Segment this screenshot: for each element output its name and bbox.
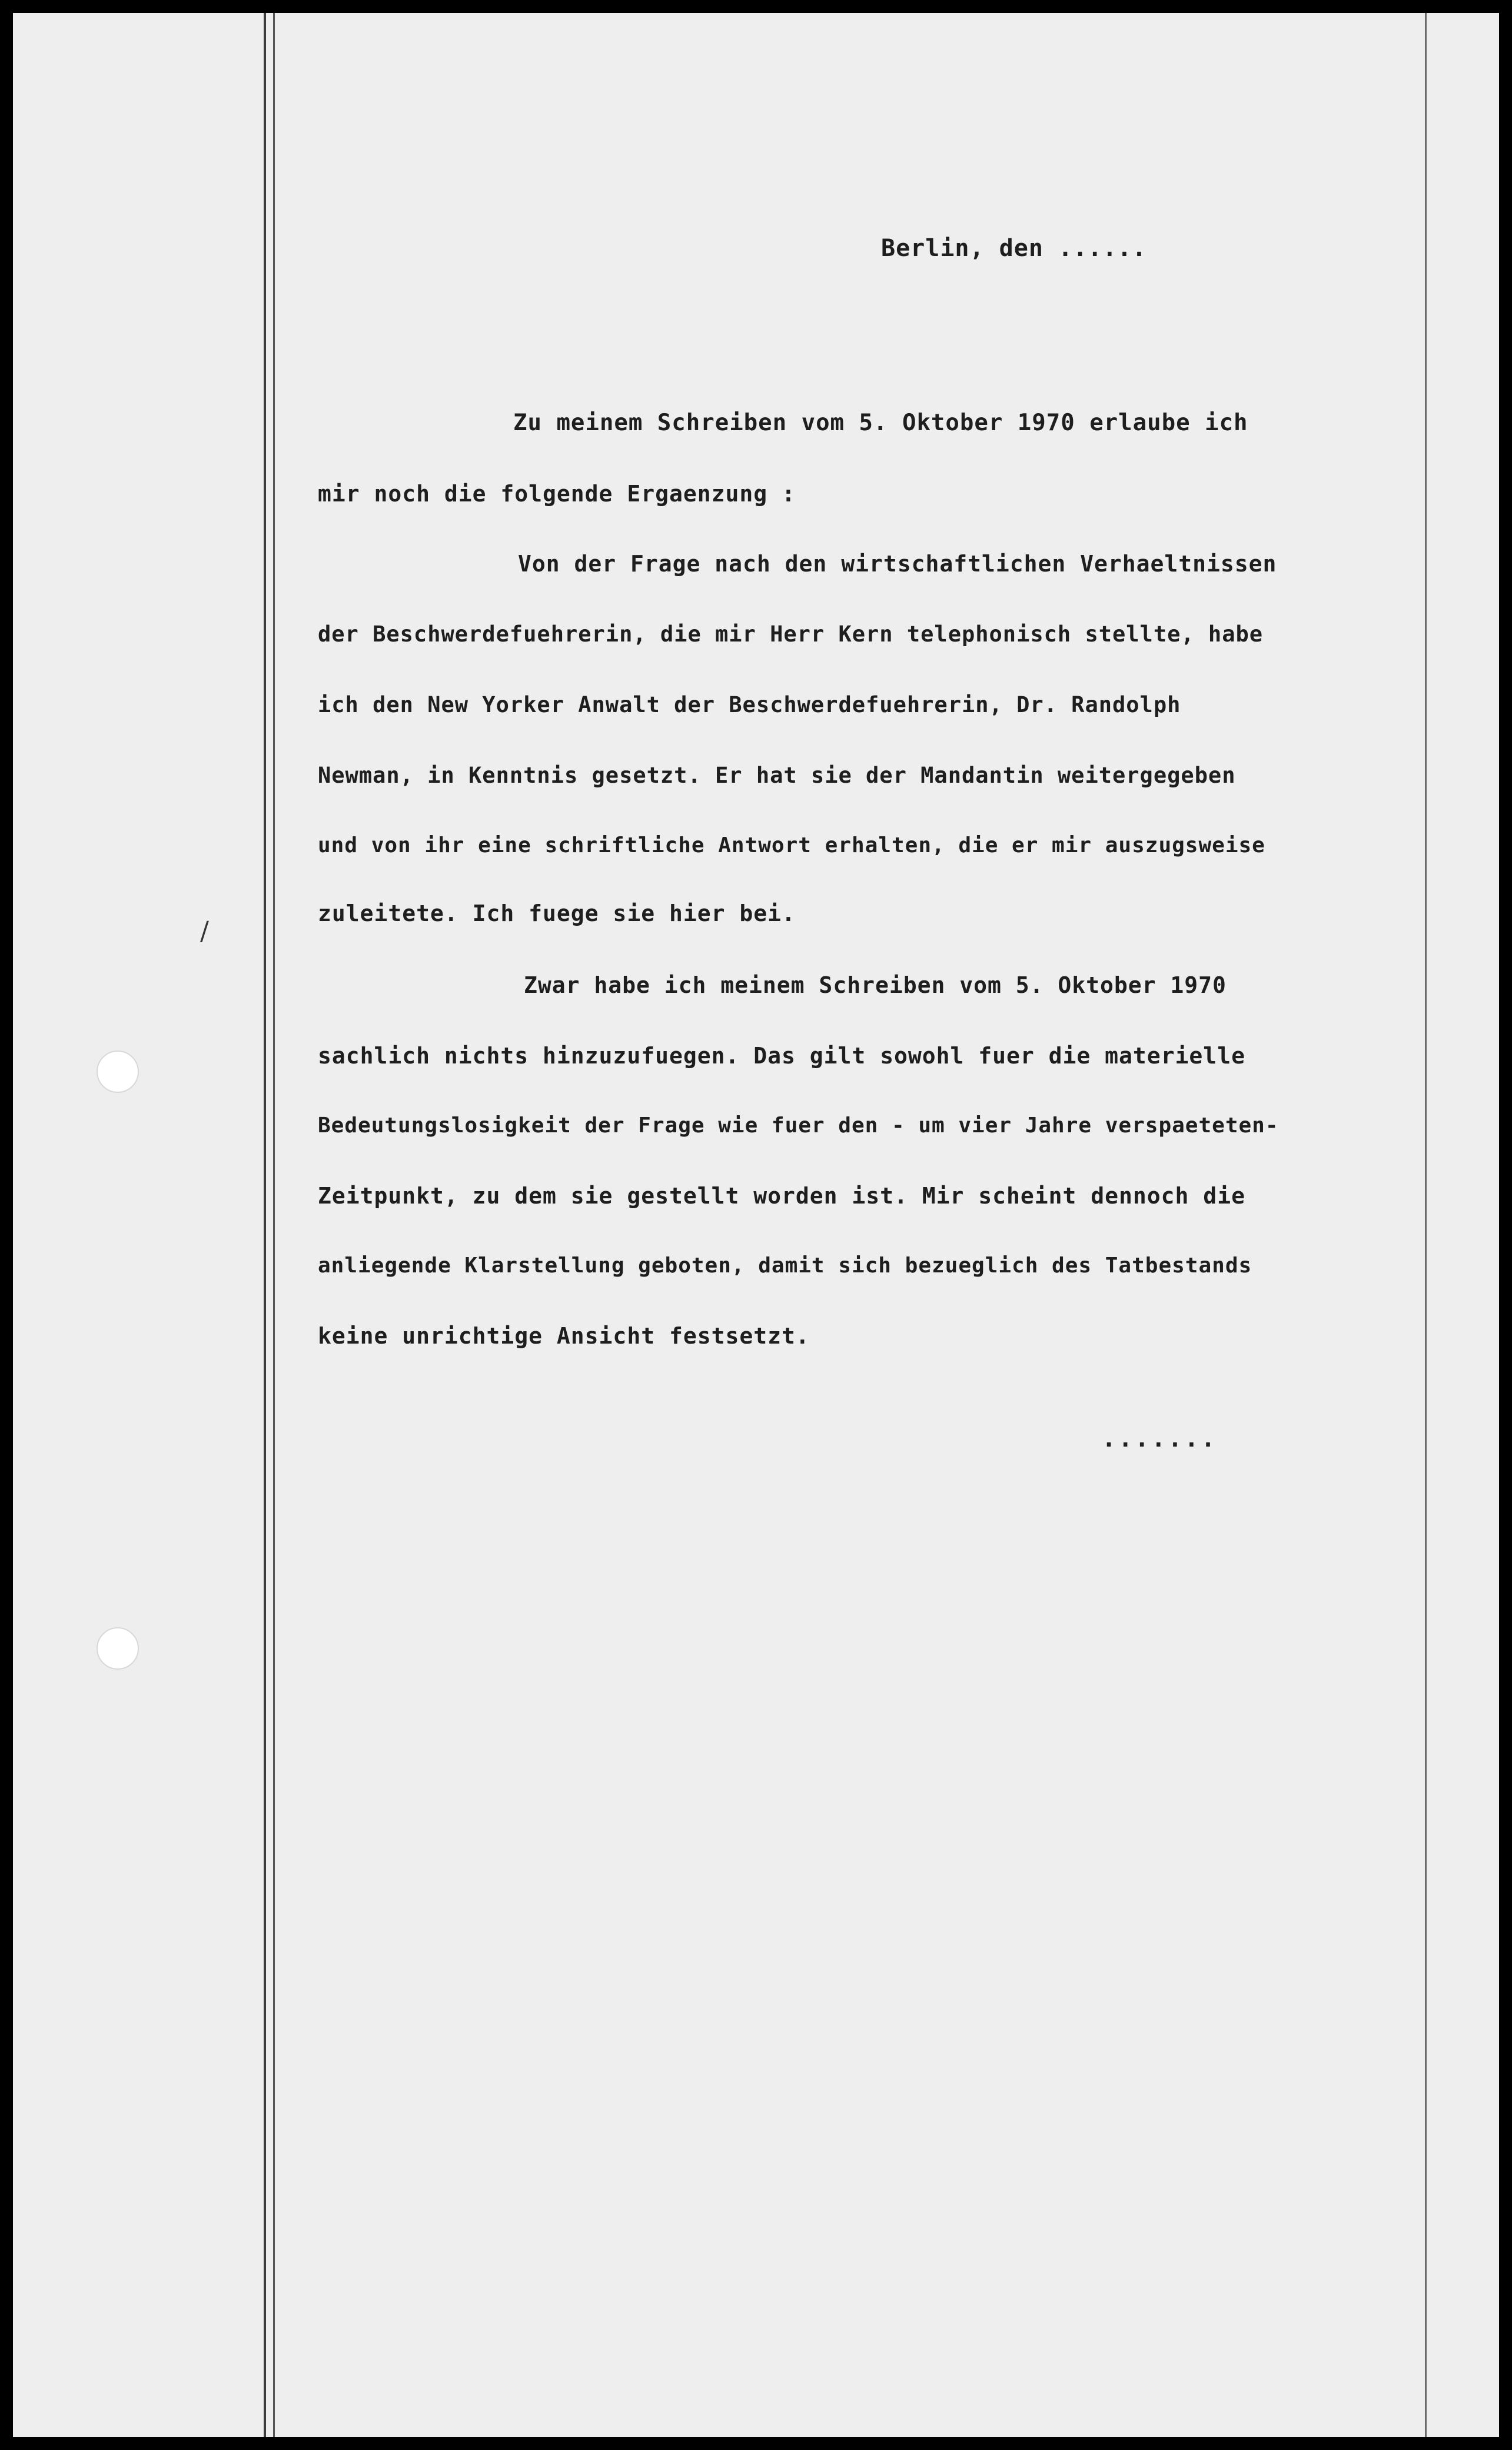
paragraph-3-line-4: Zeitpunkt, zu dem sie gestellt worden ist. Mir scheint dennoch die <box>318 1183 1245 1209</box>
margin-rule-left-inner <box>273 13 275 2437</box>
paragraph-1-line-2: mir noch die folgende Ergaenzung : <box>318 481 796 507</box>
paragraph-3-line-6: keine unrichtige Ansicht festsetzt. <box>318 1323 810 1349</box>
punch-hole-lower <box>97 1627 139 1670</box>
margin-pen-mark: / <box>200 916 209 946</box>
paragraph-3-line-3: Bedeutungslosigkeit der Frage wie fuer den - um vier Jahre verspaeteten- <box>318 1113 1279 1138</box>
paragraph-2-line-2: der Beschwerdefuehrerin, die mir Herr Kern telephonisch stellte, habe <box>318 621 1264 647</box>
punch-hole-upper <box>97 1051 139 1093</box>
margin-rule-right <box>1425 13 1427 2437</box>
paragraph-3-line-1: Zwar habe ich meinem Schreiben vom 5. Oktober 1970 <box>524 972 1227 998</box>
paragraph-2-line-6: zuleitete. Ich fuege sie hier bei. <box>318 900 796 926</box>
place-date-line: Berlin, den ...... <box>881 235 1147 262</box>
paragraph-2-line-1: Von der Frage nach den wirtschaftlichen Verhaeltnissen <box>518 551 1277 577</box>
paragraph-3-line-5: anliegende Klarstellung geboten, damit sich bezueglich des Tatbestands <box>318 1254 1252 1278</box>
paragraph-1-line-1: Zu meinem Schreiben vom 5. Oktober 1970 erlaube ich <box>513 410 1248 436</box>
closing-dots: ....... <box>1102 1425 1218 1452</box>
paragraph-2-line-4: Newman, in Kenntnis gesetzt. Er hat sie der Mandantin weitergegeben <box>318 763 1236 788</box>
paragraph-2-line-5: und von ihr eine schriftliche Antwort erhalten, die er mir auszugsweise <box>318 833 1265 857</box>
document-page <box>13 13 1499 2437</box>
paragraph-3-line-2: sachlich nichts hinzuzufuegen. Das gilt sowohl fuer die materielle <box>318 1043 1245 1069</box>
paragraph-2-line-3: ich den New Yorker Anwalt der Beschwerdefuehrerin, Dr. Randolph <box>318 692 1181 717</box>
margin-rule-left <box>264 13 266 2437</box>
